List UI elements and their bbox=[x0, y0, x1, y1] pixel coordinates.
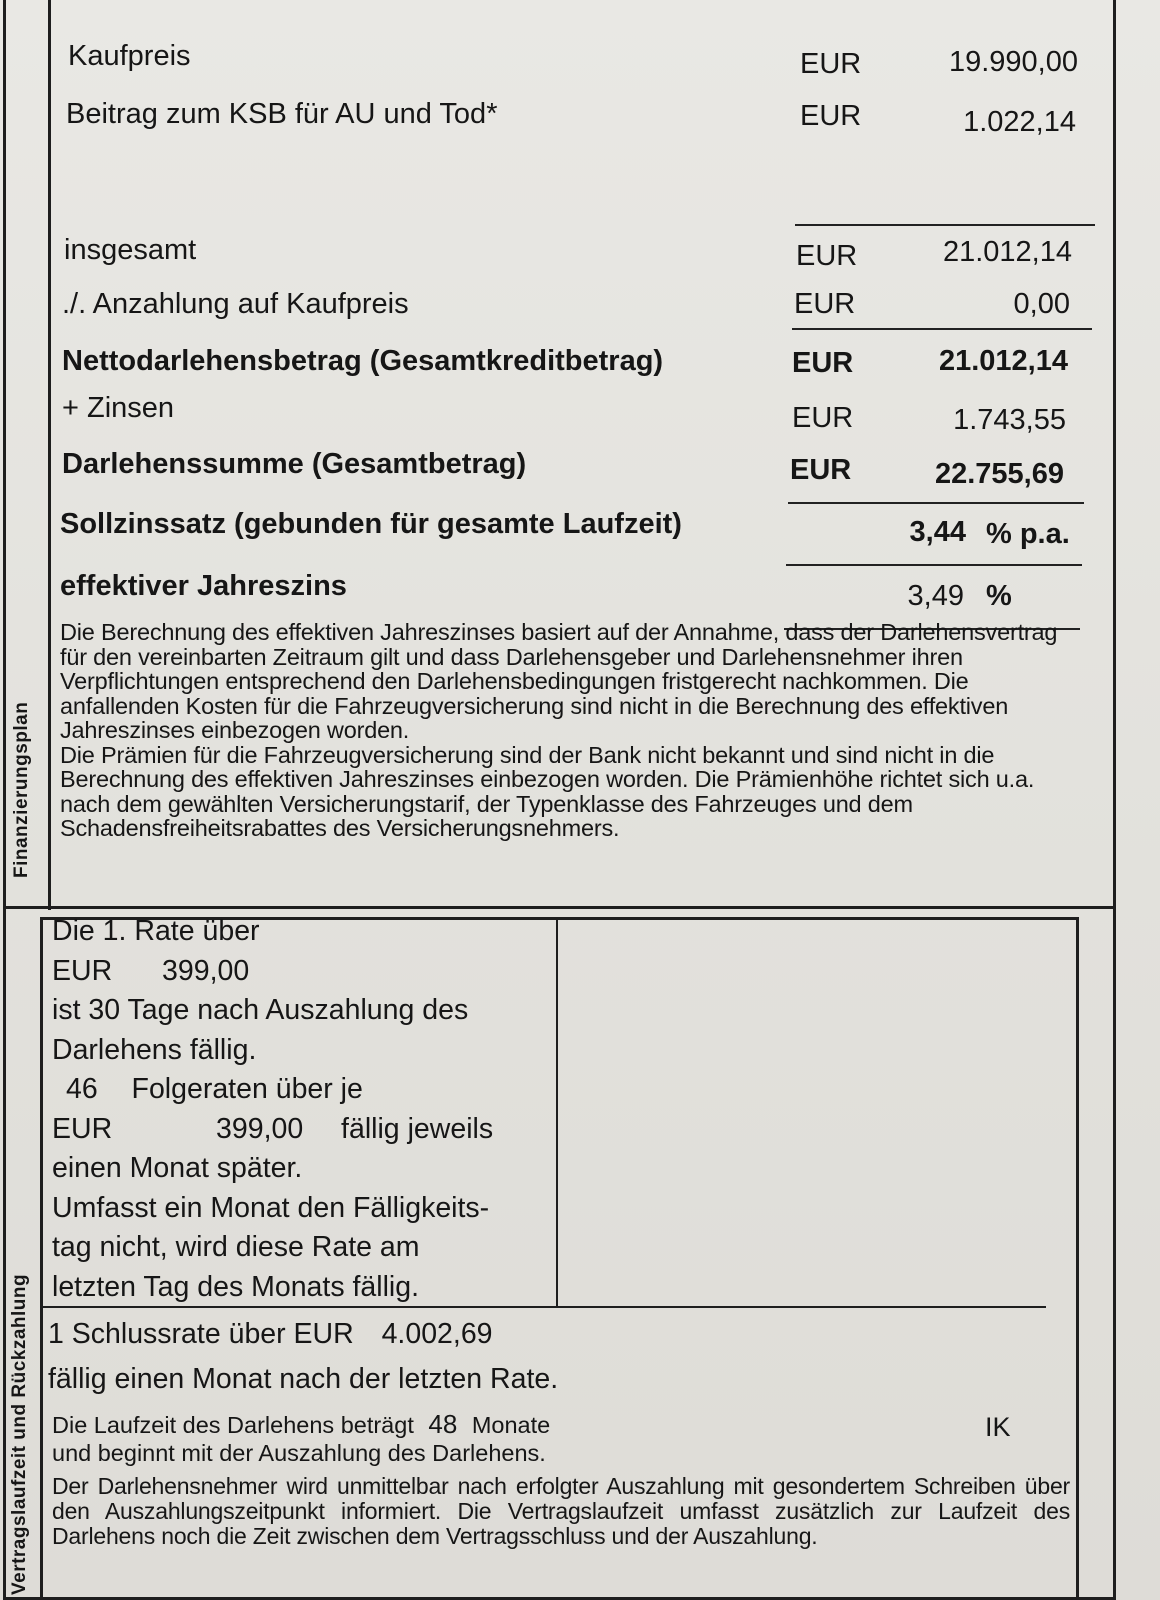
rueckzahlung-left-border bbox=[40, 917, 43, 1597]
sollzinssatz-unit: % p.a. bbox=[986, 518, 1070, 550]
laufzeit-block bbox=[52, 1410, 550, 1467]
hinweis-line-3: letzten Tag des Monats fällig. bbox=[52, 1270, 420, 1303]
laufzeit-months: 48 bbox=[428, 1409, 458, 1439]
sum-divider-2 bbox=[792, 328, 1092, 330]
darlehenssumme-label: Darlehenssumme (Gesamtbetrag) bbox=[62, 448, 527, 480]
erste-rate-amount: 399,00 bbox=[162, 954, 250, 987]
explanation-paragraph-1: Die Berechnung des effektiven Jahreszinses basiert auf der Annahme, dass der Darlehensvertrag für den vereinbarten Zeitraum gilt und dass Darlehensgeber und Darlehensnehmer ihren Verpflichtungen entsprechend den Darlehensbedingungen fristgerecht nachkommen. Die anfallenden Kosten für die Fahrzeugversicherung sind nicht in die Berechnung des effektiven Jahreszinses einbezogen worden. bbox=[60, 619, 1058, 743]
finanzierungsplan-separator bbox=[48, 0, 51, 910]
hinweis-line-2: tag nicht, wird diese Rate am bbox=[52, 1231, 420, 1263]
zinsen-currency: EUR bbox=[792, 402, 854, 434]
anzahlung-amount: 0,00 bbox=[1013, 288, 1070, 320]
rueckzahlung-column-divider bbox=[556, 917, 558, 1307]
darlehenssumme-currency: EUR bbox=[790, 454, 852, 486]
erste-rate-faellig-1: ist 30 Tage nach Auszahlung des bbox=[52, 994, 469, 1026]
schlussrate-amount: 4.002,69 bbox=[381, 1318, 493, 1350]
kaufpreis-label: Kaufpreis bbox=[68, 40, 191, 72]
effektiver-jahreszins-value: 3,49 bbox=[907, 580, 964, 612]
zinsen-label: + Zinsen bbox=[62, 392, 175, 424]
schlussrate-text: 1 Schlussrate über EUR bbox=[48, 1318, 354, 1350]
beitrag-ksb-currency: EUR bbox=[800, 100, 862, 132]
folgeraten-amount: 399,00 bbox=[216, 1112, 304, 1145]
erste-rate-currency: EUR bbox=[52, 954, 113, 987]
laufzeit-unit: Monate bbox=[471, 1412, 551, 1438]
schlussrate-block bbox=[48, 1312, 558, 1402]
anzahlung-currency: EUR bbox=[794, 288, 856, 320]
folgeraten-line bbox=[52, 1070, 552, 1110]
erste-rate-faellig-2: Darlehens fällig. bbox=[52, 1033, 257, 1066]
kaufpreis-currency: EUR bbox=[800, 48, 862, 80]
beitrag-ksb-label: Beitrag zum KSB für AU und Tod* bbox=[66, 98, 498, 130]
laufzeit-text: Die Laufzeit des Darlehens beträgt bbox=[52, 1412, 414, 1438]
sum-divider-1 bbox=[795, 224, 1095, 226]
sollzinssatz-value: 3,44 bbox=[909, 516, 966, 548]
auszahlung-info-text: Der Darlehensnehmer wird unmittelbar nach erfolgter Auszahlung mit gesondertem Schreiben über den Auszahlungszeitpunkt informiert. Die Vertragslaufzeit umfasst zusätzlich zur Laufzeit des Darlehens noch die Zeit zwischen dem Vertragsschluss und der Auszahlung. bbox=[52, 1473, 1070, 1549]
folgeraten-count: 46 bbox=[66, 1073, 98, 1105]
insgesamt-label: insgesamt bbox=[64, 234, 197, 266]
schlussrate-faellig: fällig einen Monat nach der letzten Rate. bbox=[48, 1363, 559, 1395]
hinweis-line-1: Umfasst ein Monat den Fälligkeits- bbox=[52, 1191, 490, 1224]
folgeraten-faellig: fällig jeweils bbox=[341, 1112, 494, 1145]
insgesamt-amount: 21.012,14 bbox=[942, 236, 1072, 268]
folgeraten-currency: EUR bbox=[52, 1112, 113, 1145]
auszahlung-info bbox=[52, 1474, 1070, 1549]
zinsen-amount: 1.743,55 bbox=[953, 404, 1066, 436]
beitrag-ksb-amount: 1.022,14 bbox=[963, 106, 1076, 138]
sollzinssatz-label: Sollzinssatz (gebunden für gesamte Laufzeit) bbox=[60, 508, 682, 540]
laufzeit-line bbox=[52, 1410, 550, 1439]
kaufpreis-amount: 19.990,00 bbox=[948, 46, 1078, 78]
schlussrate-line bbox=[48, 1312, 558, 1357]
nettodarlehensbetrag-currency: EUR bbox=[792, 347, 854, 379]
raten-block bbox=[52, 912, 552, 1307]
anzahlung-label: ./. Anzahlung auf Kaufpreis bbox=[62, 288, 409, 320]
sum-divider-3 bbox=[788, 502, 1084, 504]
laufzeit-beginn: und beginnt mit der Auszahlung des Darlehens. bbox=[52, 1440, 546, 1466]
insgesamt-currency: EUR bbox=[796, 240, 858, 272]
rueckzahlung-right-border bbox=[1076, 917, 1079, 1597]
effektiver-jahreszins-unit: % bbox=[986, 580, 1012, 612]
finanzierungsplan-label: Finanzierungsplan bbox=[11, 701, 32, 878]
explanation-paragraph-2: Die Prämien für die Fahrzeugversicherung sind der Bank nicht bekannt und sind nicht in die Berechnung des effektiven Jahreszinses einbezogen worden. Die Prämienhöhe richtet sich u.a. nach dem gewählten Versicherungstarif, der Typenklasse des Fahrzeuges und dem Schadensfreiheitsrabattes des Versicherungsnehmers. bbox=[60, 741, 1035, 841]
ik-mark: IK bbox=[985, 1412, 1011, 1442]
folgeraten-monat: einen Monat später. bbox=[52, 1152, 303, 1184]
folgeraten-amount-line bbox=[52, 1110, 552, 1150]
erste-rate-intro: Die 1. Rate über bbox=[52, 915, 260, 947]
folgeraten-text: Folgeraten über je bbox=[131, 1073, 363, 1105]
sum-divider-4 bbox=[786, 564, 1082, 566]
nettodarlehensbetrag-amount: 21.012,14 bbox=[938, 345, 1068, 377]
effektiver-jahreszins-label: effektiver Jahreszins bbox=[60, 570, 347, 602]
darlehenssumme-amount: 22.755,69 bbox=[934, 458, 1064, 490]
finanzierung-explanation bbox=[60, 620, 1090, 841]
erste-rate-amount-line bbox=[52, 952, 552, 992]
vertragslaufzeit-label: Vertragslaufzeit und Rückzahlung bbox=[9, 1273, 30, 1595]
nettodarlehensbetrag-label: Nettodarlehensbetrag (Gesamtkreditbetrag) bbox=[62, 345, 664, 377]
